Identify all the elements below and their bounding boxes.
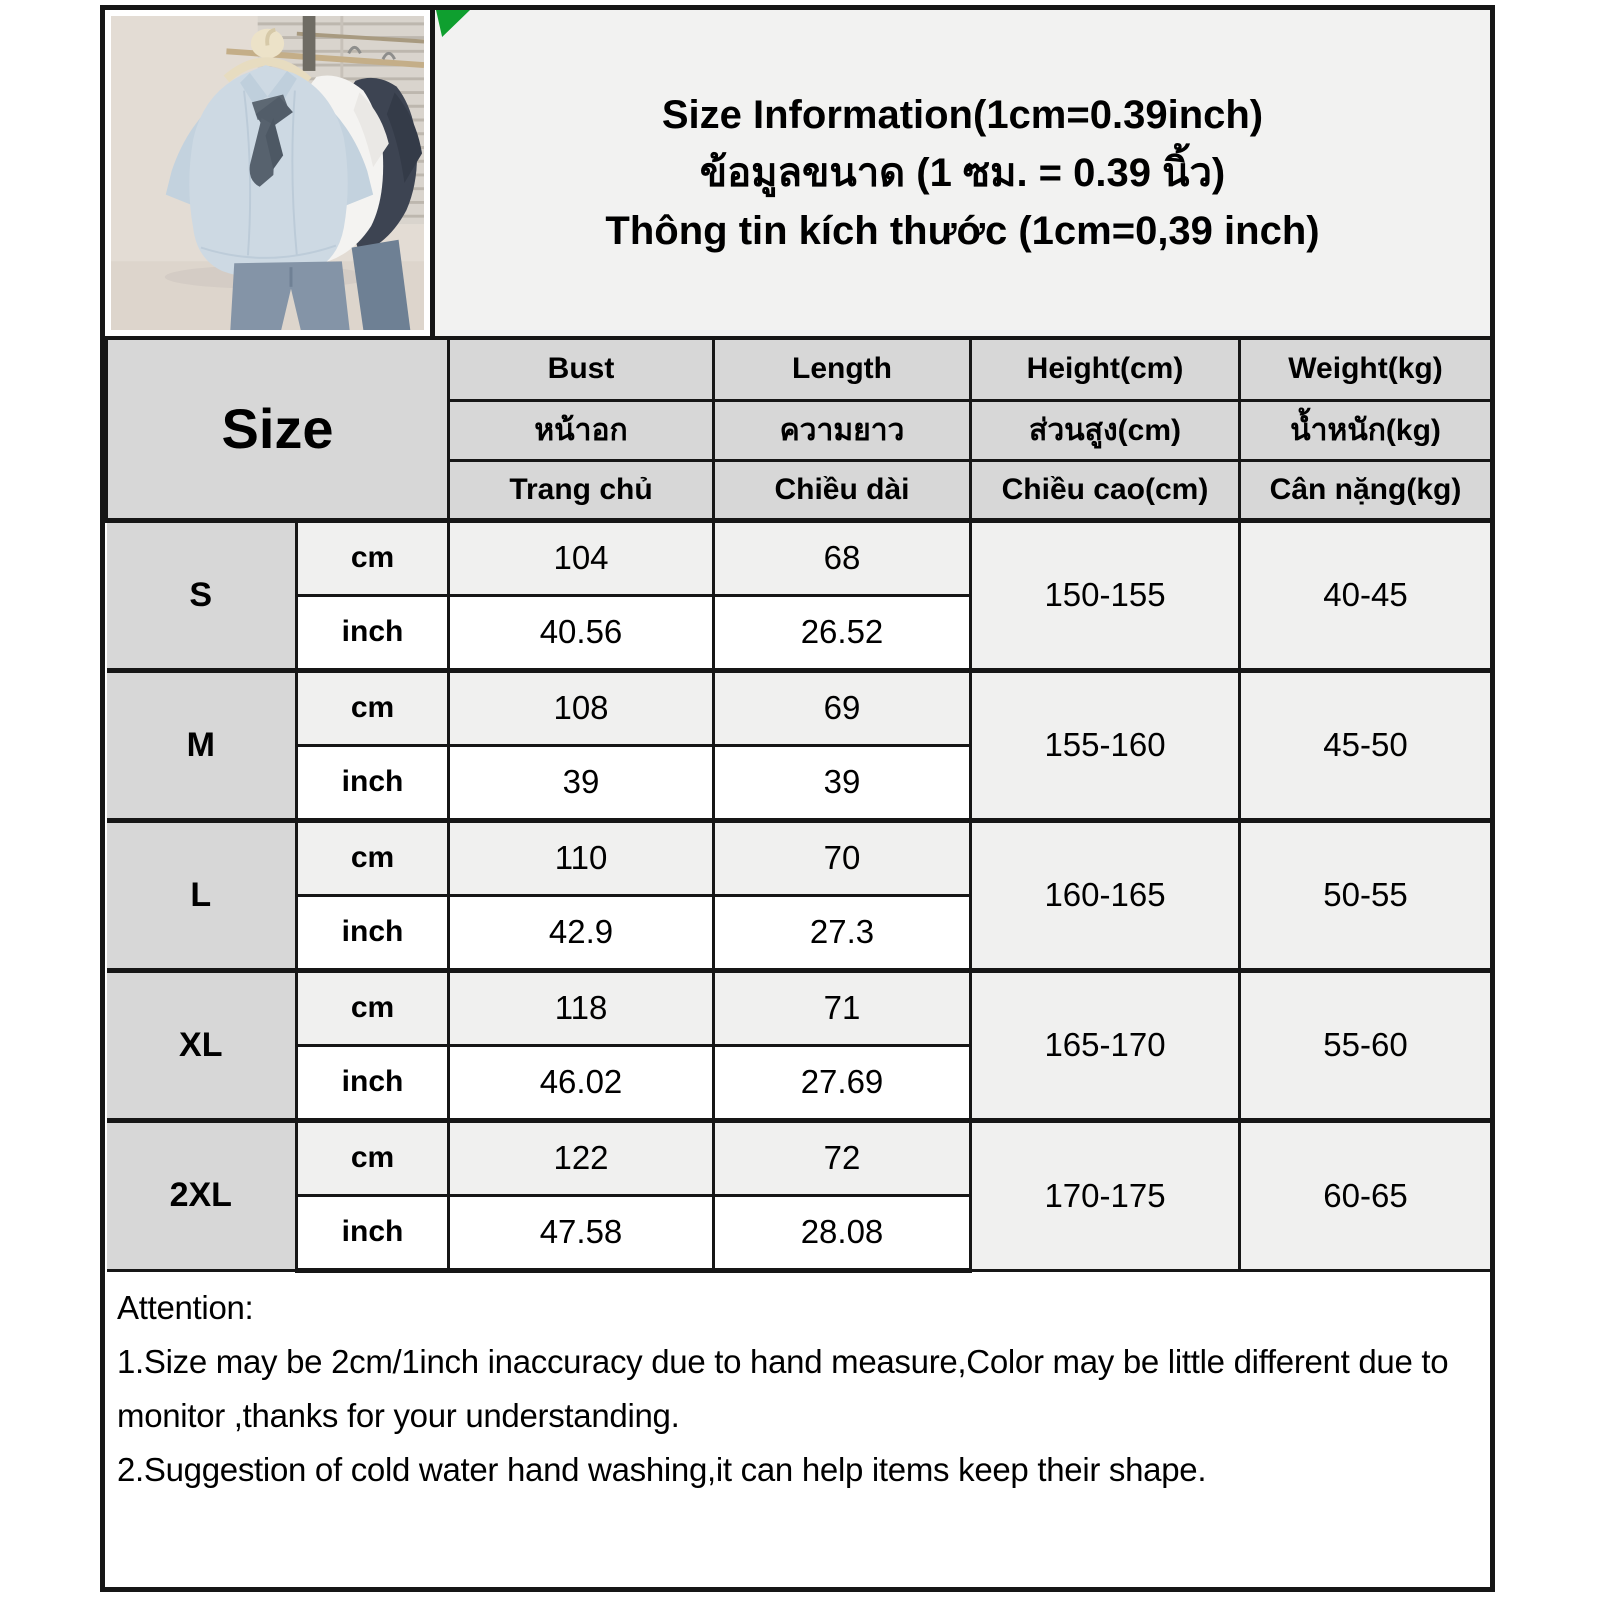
attention-note: 1.Size may be 2cm/1inch inaccuracy due to hand measure,Color may be little different due to monitor ,thanks for your understanding. (117, 1342, 1449, 1434)
col-header-height-th: ส่วนสูง(cm) (971, 400, 1240, 460)
attention-section (105, 1273, 1490, 1588)
top-section (105, 10, 1490, 340)
bust-value: 122 (449, 1120, 714, 1195)
length-value: 72 (714, 1120, 971, 1195)
height-range: 165-170 (971, 970, 1240, 1120)
size-chart-sheet (100, 5, 1495, 1592)
height-range: 170-175 (971, 1120, 1240, 1270)
col-header-bust-vi: Trang chủ (449, 460, 714, 520)
length-value: 71 (714, 970, 971, 1045)
col-header-weight-th: น้ำหนัก(kg) (1240, 400, 1492, 460)
unit-label: cm (297, 820, 449, 895)
length-value: 39 (714, 745, 971, 820)
length-value: 68 (714, 520, 971, 595)
col-header-length-en: Length (714, 340, 971, 400)
size-label: 2XL (107, 1120, 297, 1270)
col-header-bust-en: Bust (449, 340, 714, 400)
weight-range: 45-50 (1240, 670, 1492, 820)
bust-value: 46.02 (449, 1045, 714, 1120)
product-photo (105, 10, 435, 336)
title-thai: ข้อมูลขนาด (1 ซม. = 0.39 นิ้ว) (699, 151, 1226, 195)
attention-note: 2.Suggestion of cold water hand washing,it can help items keep their shape. (117, 1450, 1207, 1488)
bust-value: 104 (449, 520, 714, 595)
bust-value: 40.56 (449, 595, 714, 670)
size-table (105, 340, 1493, 1273)
height-range: 160-165 (971, 820, 1240, 970)
unit-label: inch (297, 895, 449, 970)
size-label: XL (107, 970, 297, 1120)
green-corner-badge (436, 10, 470, 37)
attention-title: Attention: (117, 1288, 254, 1326)
header-row-english (107, 340, 1492, 400)
length-value: 69 (714, 670, 971, 745)
length-value: 27.3 (714, 895, 971, 970)
unit-label: cm (297, 670, 449, 745)
length-value: 70 (714, 820, 971, 895)
unit-label: inch (297, 595, 449, 670)
bust-value: 110 (449, 820, 714, 895)
bust-value: 47.58 (449, 1195, 714, 1270)
table-row (107, 1120, 1492, 1195)
product-photo-illustration (111, 16, 424, 330)
unit-label: cm (297, 1120, 449, 1195)
table-row (107, 970, 1492, 1045)
weight-range: 55-60 (1240, 970, 1492, 1120)
col-header-height-vi: Chiều cao(cm) (971, 460, 1240, 520)
col-header-height-en: Height(cm) (971, 340, 1240, 400)
size-label: L (107, 820, 297, 970)
col-header-weight-vi: Cân nặng(kg) (1240, 460, 1492, 520)
length-value: 26.52 (714, 595, 971, 670)
col-header-length-th: ความยาว (714, 400, 971, 460)
table-row (107, 820, 1492, 895)
col-header-length-vi: Chiều dài (714, 460, 971, 520)
col-header-bust-th: หน้าอก (449, 400, 714, 460)
weight-range: 40-45 (1240, 520, 1492, 670)
unit-label: inch (297, 1045, 449, 1120)
table-row (107, 520, 1492, 595)
bust-value: 42.9 (449, 895, 714, 970)
bust-value: 118 (449, 970, 714, 1045)
weight-range: 50-55 (1240, 820, 1492, 970)
table-row (107, 670, 1492, 745)
unit-label: inch (297, 745, 449, 820)
weight-range: 60-65 (1240, 1120, 1492, 1270)
title-vietnamese: Thông tin kích thước (1cm=0,39 inch) (605, 209, 1320, 253)
title-english: Size Information(1cm=0.39inch) (661, 93, 1264, 137)
unit-label: cm (297, 520, 449, 595)
bust-value: 39 (449, 745, 714, 820)
title-block (435, 10, 1490, 336)
length-value: 28.08 (714, 1195, 971, 1270)
height-range: 155-160 (971, 670, 1240, 820)
height-range: 150-155 (971, 520, 1240, 670)
col-header-weight-en: Weight(kg) (1240, 340, 1492, 400)
unit-label: inch (297, 1195, 449, 1270)
size-column-header: Size (107, 340, 449, 520)
unit-label: cm (297, 970, 449, 1045)
length-value: 27.69 (714, 1045, 971, 1120)
size-label: S (107, 520, 297, 670)
size-label: M (107, 670, 297, 820)
bust-value: 108 (449, 670, 714, 745)
